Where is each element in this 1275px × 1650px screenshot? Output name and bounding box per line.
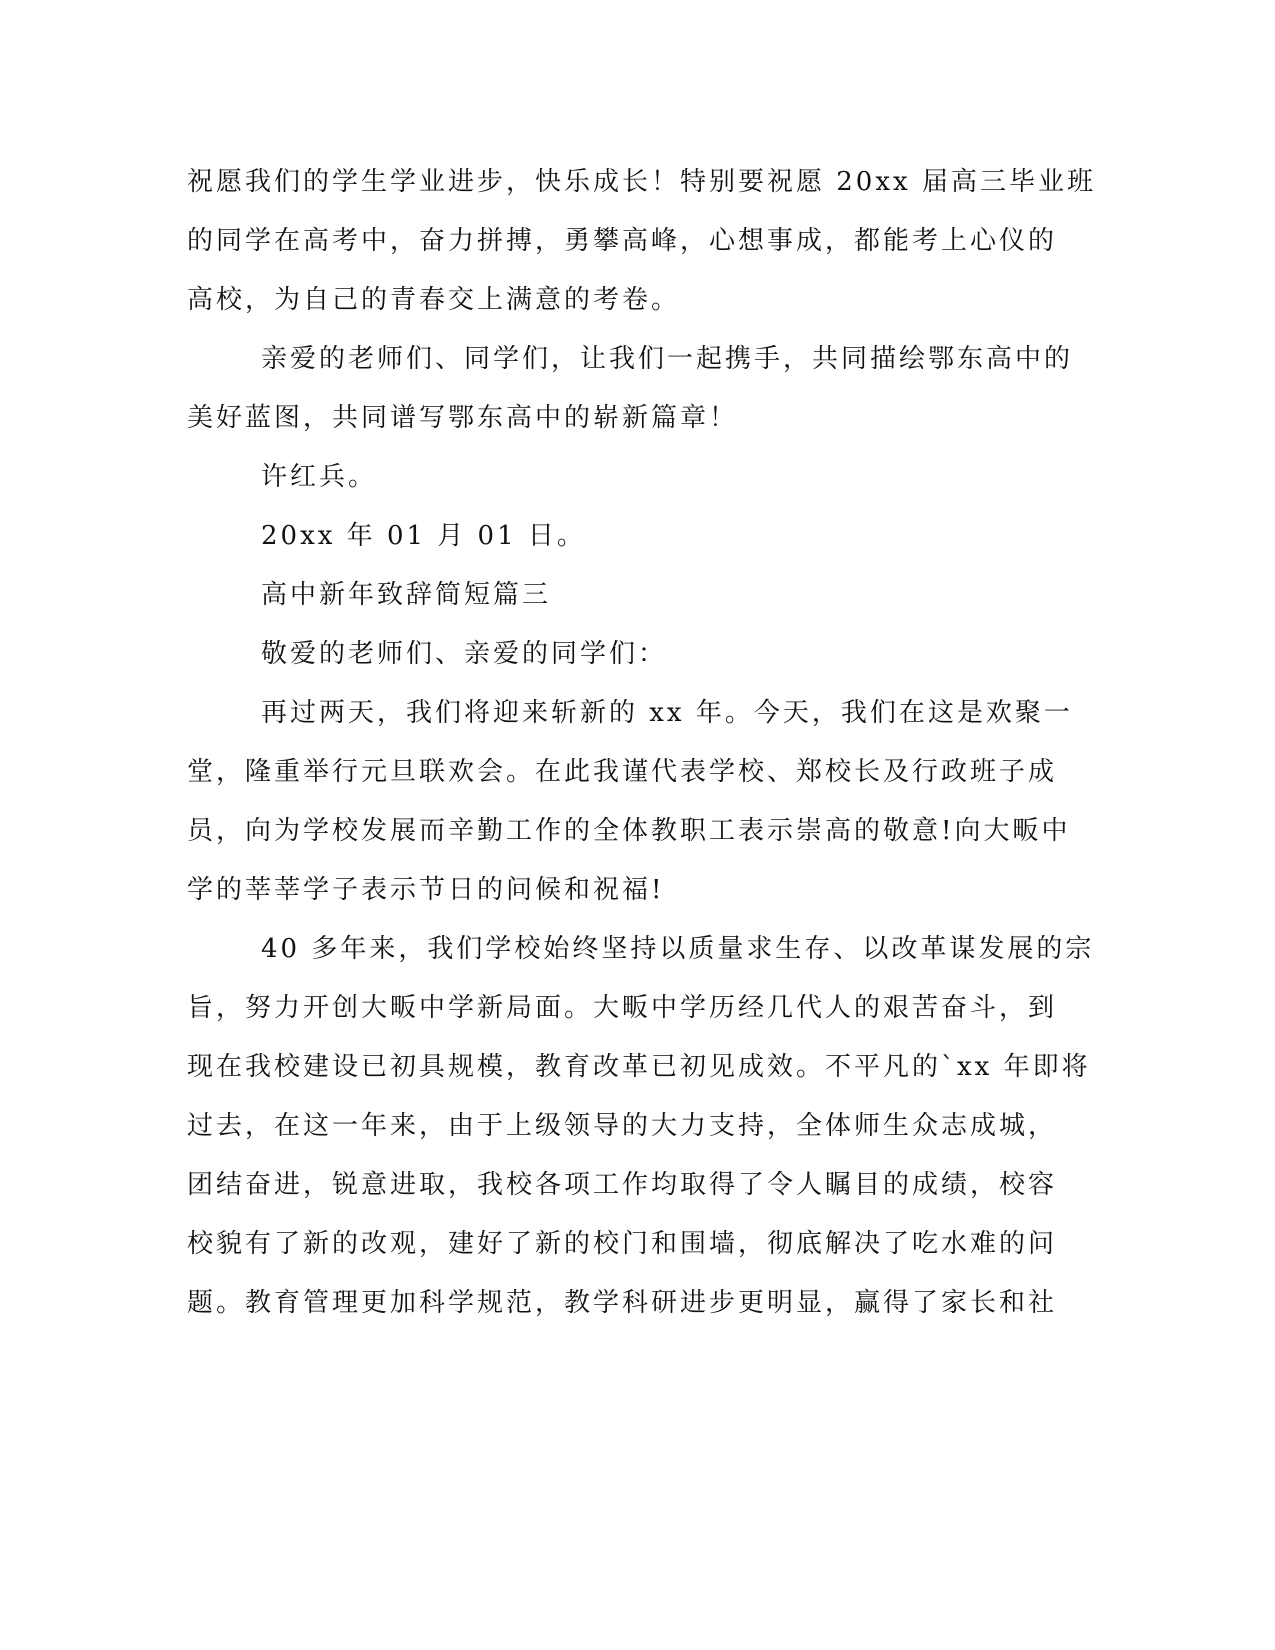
salutation: 敬爱的老师们、亲爱的同学们： xyxy=(261,639,668,669)
signature-date: 20xx 年 01 月 01 日。 xyxy=(261,521,586,551)
text-line: 堂，隆重举行元旦联欢会。在此我谨代表学校、郑校长及行政班子成 xyxy=(187,757,1058,787)
text-line: 现在我校建设已初具规模，教育改革已初见成效。不平凡的`xx 年即将 xyxy=(187,1052,1091,1082)
text-line: 学的莘莘学子表示节日的问候和祝福! xyxy=(187,875,665,905)
text-line: 过去，在这一年来，由于上级领导的大力支持，全体师生众志成城， xyxy=(187,1111,1058,1141)
text-line: 祝愿我们的学生学业进步，快乐成长！特别要祝愿 20xx 届高三毕业班 xyxy=(187,167,1096,197)
section-heading: 高中新年致辞简短篇三 xyxy=(261,580,552,610)
text-line: 亲爱的老师们、同学们，让我们一起携手，共同描绘鄂东高中的 xyxy=(261,344,1074,374)
text-line: 再过两天，我们将迎来斩新的 xx 年。今天，我们在这是欢聚一 xyxy=(261,698,1073,728)
text-line: 高校，为自己的青春交上满意的考卷。 xyxy=(187,285,681,315)
text-line: 团结奋进，锐意进取，我校各项工作均取得了令人瞩目的成绩，校容 xyxy=(187,1170,1058,1200)
text-line: 旨，努力开创大畈中学新局面。大畈中学历经几代人的艰苦奋斗，到 xyxy=(187,993,1058,1023)
text-line: 的同学在高考中，奋力拼搏，勇攀高峰，心想事成，都能考上心仪的 xyxy=(187,226,1058,256)
text-line: 40 多年来，我们学校始终坚持以质量求生存、以改革谋发展的宗 xyxy=(261,934,1095,964)
text-line: 美好蓝图，共同谱写鄂东高中的崭新篇章！ xyxy=(187,403,739,433)
text-line: 校貌有了新的改观，建好了新的校门和围墙，彻底解决了吃水难的问 xyxy=(187,1229,1058,1259)
text-line: 题。教育管理更加科学规范，教学科研进步更明显，赢得了家长和社 xyxy=(187,1288,1058,1318)
signature-name: 许红兵。 xyxy=(261,462,378,492)
text-line: 员，向为学校发展而辛勤工作的全体教职工表示崇高的敬意!向大畈中 xyxy=(187,816,1071,846)
